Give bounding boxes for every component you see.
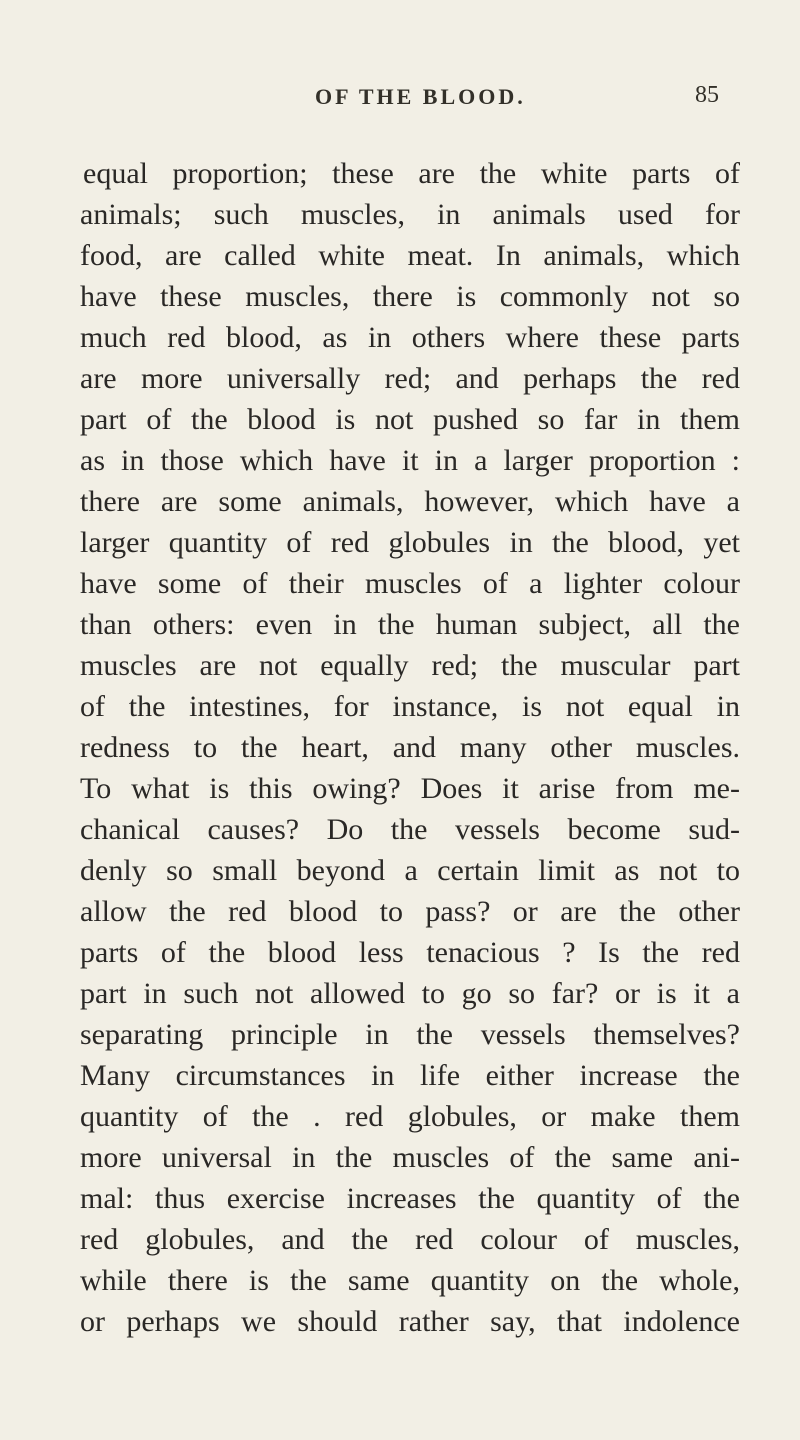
text-line: have some of their muscles of a lighter colour <box>80 567 740 600</box>
text-line: larger quantity of red globules in the blood, yet <box>80 526 740 559</box>
text-line: To what is this owing? Does it arise from me- <box>80 772 740 805</box>
text-line: muscles are not equally red; the muscular part <box>80 649 740 682</box>
page-number: 85 <box>695 82 719 108</box>
text-line: redness to the heart, and many other muscles. <box>80 731 740 764</box>
text-line: equal proportion; these are the white parts of <box>83 157 740 190</box>
text-line: animals; such muscles, in animals used for <box>80 198 740 231</box>
text-line: Many circumstances in life either increase the <box>80 1059 740 1092</box>
text-line: or perhaps we should rather say, that indolence <box>80 1305 740 1338</box>
text-line: part of the blood is not pushed so far in them <box>80 403 740 436</box>
text-line: there are some animals, however, which have a <box>80 485 740 518</box>
text-line: mal: thus exercise increases the quantity of the <box>80 1182 740 1215</box>
running-head-title: OF THE BLOOD. <box>315 84 526 109</box>
text-line: allow the red blood to pass? or are the other <box>80 895 740 928</box>
text-line: quantity of the . red globules, or make them <box>80 1100 740 1133</box>
body-text <box>80 153 740 1342</box>
text-line: food, are called white meat. In animals, which <box>80 239 740 272</box>
text-line: denly so small beyond a certain limit as not to <box>80 854 740 887</box>
text-line: are more universally red; and perhaps the red <box>80 362 740 395</box>
text-line: separating principle in the vessels themselves? <box>80 1018 740 1051</box>
text-line: than others: even in the human subject, all the <box>80 608 740 641</box>
text-line: have these muscles, there is commonly not so <box>80 280 740 313</box>
text-line: parts of the blood less tenacious ? Is the red <box>80 936 740 969</box>
text-line: chanical causes? Do the vessels become sud- <box>80 813 740 846</box>
text-line: while there is the same quantity on the whole, <box>80 1264 740 1297</box>
text-line: of the intestines, for instance, is not equal in <box>80 690 740 723</box>
text-line: more universal in the muscles of the same ani- <box>80 1141 740 1174</box>
text-line: red globules, and the red colour of muscles, <box>80 1223 740 1256</box>
text-line: part in such not allowed to go so far? or is it a <box>80 977 740 1010</box>
text-line: much red blood, as in others where these parts <box>80 321 740 354</box>
text-line: as in those which have it in a larger proportion : <box>80 444 740 477</box>
